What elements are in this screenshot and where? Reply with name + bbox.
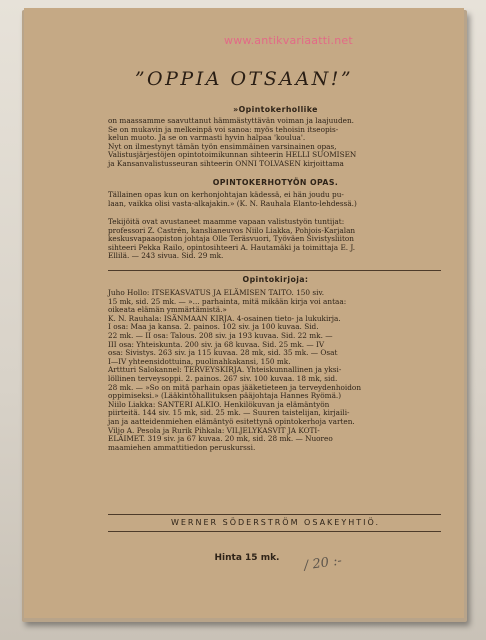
books-line: oppimiseksi.» (Lääkintöhallituksen pääjohtaja Hannes Ryömä.) [108,391,342,401]
book-back-cover [24,8,464,618]
watermark-text: www.antikvariaatti.net [224,34,353,47]
intro-line: ja Kansanvalistusseuran sihteerin ONNI TOLVASEN kirjoittama [108,158,344,168]
publisher-name: WERNER SÖDERSTRÖM OSAKEYHTIÖ. [170,518,381,527]
books-line: Viljo A. Pesola ja Rurik Pihkala: VILJELYKASVIT JA KOTI- [108,425,320,435]
books-line: 22 mk. — II osa: Talous. 208 siv. ja 193 kuvaa. Sid. 22 mk. — [108,330,333,340]
books-list [108,289,443,452]
books-line: Arttturi Salokannel: TERVEYSKIRJA. Yhteiskunnallinen ja yksi- [108,365,342,375]
guide-line: Tällainen opas kun on kerhonjohtajan kädessä, ei hän joudu pu- [108,190,344,199]
books-line: maamiehen ammattitiedon peruskurssi. [108,442,256,452]
cover-title: ”OPPIA OTSAAN!” [134,68,354,90]
price-label: Hinta 15 mk. [214,553,280,563]
books-heading-wrap [108,275,443,284]
books-line: 28 mk. — »So on mitä parhain opas jääketieteen ja terveydenhoidon [108,382,362,392]
pencil-price-note: / 20 :- [303,553,343,574]
intro-line: Nyt on ilmestynyt tämän työn ensimmäinen varsinainen opas, [108,141,337,151]
publisher-rule-top [108,514,441,515]
intro-line: on maassamme saavuttanut hämmästyttävän voiman ja laajuuden. [108,116,354,125]
intro-paragraph [108,117,443,169]
books-heading: Opintokirjoja: [242,275,309,284]
books-line: oikeata elämän ymmärtämistä.» [108,305,227,315]
intro-quote-title [108,105,443,114]
books-line: jan ja aatteidenmiehen elämäntyö esitettynä opintokerhoja varten. [108,416,355,426]
books-line: I osa: Maa ja kansa. 2. painos. 102 siv. ja 100 kuvaa. Sid. [108,322,319,332]
intro-line: Valistusjärjestöjen opintotoimikunnan sihteerin HELLI SUOMISEN [108,150,357,160]
intro-heading: »Opintokerhollike [233,105,318,114]
publisher-rule-bottom [108,531,441,532]
books-line: löllinen terveysoppi. 2. painos. 267 siv. 100 kuvaa. 18 mk, sid. [108,373,338,383]
books-line: osa: Sivistys. 263 siv. ja 115 kuvaa. 28 mk, sid. 35 mk. — Osat [108,348,338,358]
guide-line: laan, vaikka olisi vasta-alkajakin.» (K. N. Rauhala Elanto-lehdessä.) [108,198,357,208]
books-line: ELÄIMET. 319 siv. ja 67 kuvaa. 20 mk, sid. 28 mk. — Nuoreo [108,434,333,444]
books-line: piirteitä. 144 siv. 15 mk, sid. 25 mk. — Suuren taistelijan, kirjaili- [108,408,350,418]
divider [108,270,441,271]
helpers-paragraph [108,218,443,261]
books-line: 15 mk, sid. 25 mk. — »... parhainta, mitä mikään kirja voi antaa: [108,296,347,306]
guide-paragraph [108,191,443,208]
books-line: Niilo Liakka: SANTERI ALKIO. Henkilökuvan ja elämäntyön [108,399,330,409]
books-line: III osa: Yhteiskunta. 200 siv. ja 68 kuvaa. Sid. 25 mk. — IV [108,339,325,349]
guide-heading-wrap [108,178,443,187]
intro-line: Se on mukavin ja melkeinpä voi sanoa: myös tehoisin itseopis- [108,124,339,134]
books-line: K. N. Rauhala: ISÄNMAAN KIRJA. 4-osainen tieto- ja lukukirja. [108,313,341,323]
helpers-line: Tekijöitä ovat avustaneet maamme vapaan valistustyön tuntijat: [108,217,345,226]
books-line: I—IV yhteensidottuina, puolinahkakansi, 150 mk. [108,356,291,366]
books-line: Juho Hollo: ITSEKASVATUS JA ELÄMISEN TAITO. 150 siv. [108,288,325,297]
helpers-line: sihteeri Pekka Railo, opintosihteeri A. Hautamäki ja toimittaja E. J. [108,242,356,252]
helpers-line: keskusvapaaopiston johtaja Olle Teräsvuori, Työväen Sivistysliiton [108,234,354,244]
helpers-line: professori Z. Castrén, kanslianeuvos Niilo Liakka, Pohjois-Karjalan [108,225,356,235]
intro-line: kelun muoto. Ja se on varmasti hyvin halpaa 'koulua'. [108,133,306,143]
guide-heading: OPINTOKERHOTYÖN OPAS. [212,178,339,187]
helpers-line: Ellilä. — 243 sivua. Sid. 29 mk. [108,251,224,261]
